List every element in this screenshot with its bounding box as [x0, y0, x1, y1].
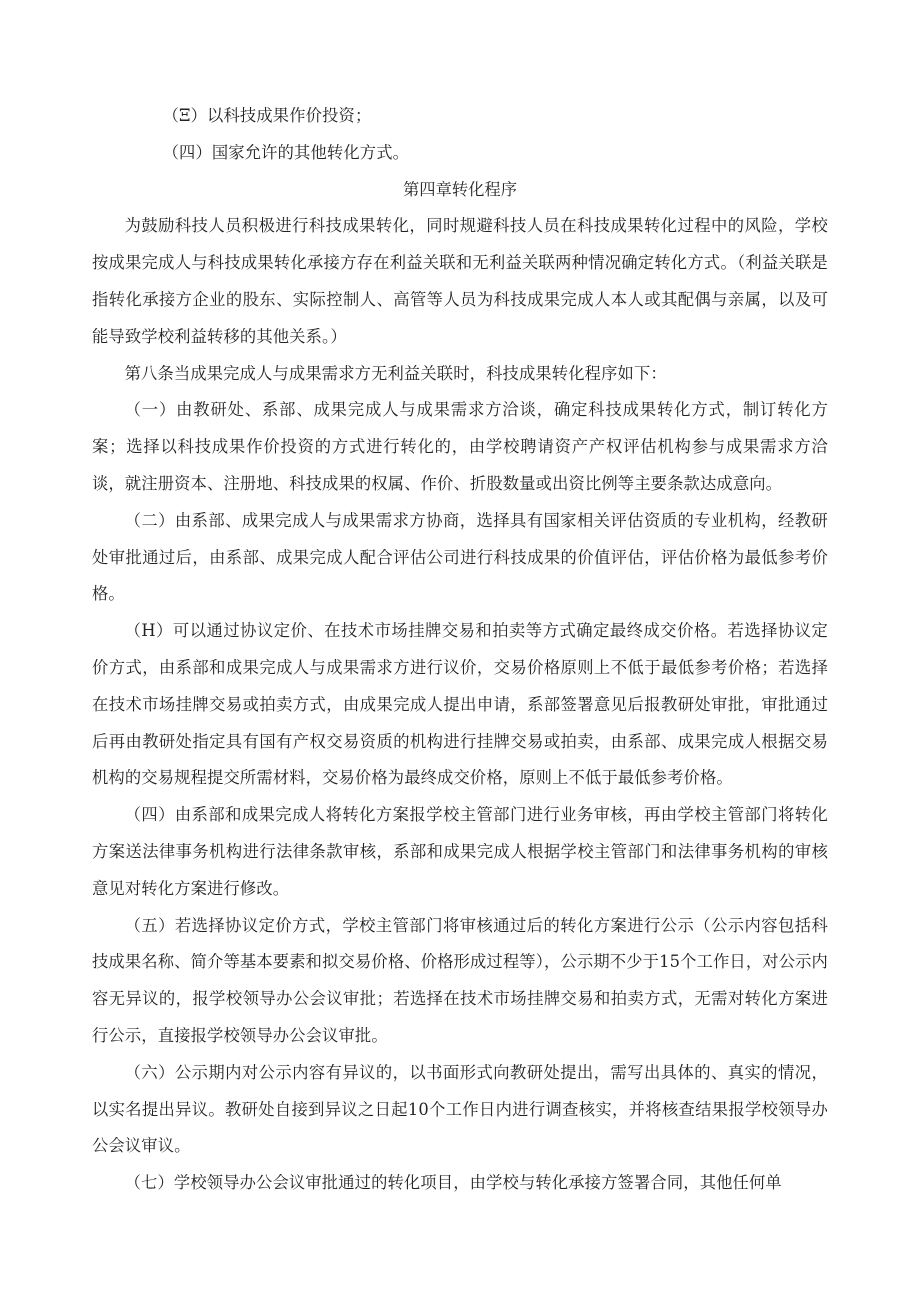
step-five: （五）若选择协议定价方式，学校主管部门将审核通过后的转化方案进行公示（公示内容包括科技成果名称、简介等基本要素和拟交易价格、价格形成过程等），公示期不少于15个工作日，对公示内容无异议的，报学校领导办公会议审批；若选择在技术市场挂牌交易和拍卖方式，无需对转化方案进行公示，直接报学校领导办公会议审批。: [92, 915, 828, 1045]
paragraph-item-3: （Ξ）以科技成果作价投资；: [162, 106, 372, 125]
step-seven: （七）学校领导办公会议审批通过的转化项目，由学校与转化承接方签署合同，其他任何单: [124, 1173, 782, 1193]
step-six: （六）公示期内对公示内容有异议的，以书面形式向教研处提出，需写出具体的、真实的情况，以实名提出异议。教研处自接到异议之日起10个工作日内进行调查核实，并将核查结果报学校领导办公会议审议。: [92, 1062, 828, 1156]
step-one: （一）由教研处、系部、成果完成人与成果需求方洽谈，确定科技成果转化方式，制订转化方案；选择以科技成果作价投资的方式进行转化的，由学校聘请资产产权评估机构参与成果需求方洽谈，就注册资本、注册地、科技成果的权属、作价、折股数量或出资比例等主要条款达成意向。: [92, 400, 828, 493]
step-two: （二）由系部、成果完成人与成果需求方协商，选择具有国家相关评估资质的专业机构，经教研处审批通过后，由系部、成果完成人配合评估公司进行科技成果的价值评估，评估价格为最低参考价格。: [92, 510, 828, 604]
article-eight: 第八条当成果完成人与成果需求方无利益关联时，科技成果转化程序如下：: [124, 363, 667, 383]
step-four: （四）由系部和成果完成人将转化方案报学校主管部门进行业务审核，再由学校主管部门将转化方案送法律事务机构进行法律条款审核，系部和成果完成人根据学校主管部门和法律事务机构的审核意见对转化方案进行修改。: [92, 805, 828, 898]
chapter-title: 第四章转化程序: [403, 179, 517, 199]
step-three: （H）可以通过协议定价、在技术市场挂牌交易和拍卖等方式确定最终成交价格。若选择协议定价方式，由系部和成果完成人与成果需求方进行议价，交易价格原则上不低于最低参考价格；若选择在技术市场挂牌交易或拍卖方式，由成果完成人提出申请，系部签署意见后报教研处审批，审批通过后再由教研处指定具有国有产权交易资质的机构进行挂牌交易或拍卖，由系部、成果完成人根据交易机构的交易规程提交所需材料，交易价格为最终成交价格，原则上不低于最低参考价格。: [92, 621, 828, 788]
paragraph-intro: 为鼓励科技人员积极进行科技成果转化，同时规避科技人员在科技成果转化过程中的风险，学校按成果完成人与科技成果转化承接方存在利益关联和无利益关联两种情况确定转化方式。（利益关联是指转化承接方企业的股东、实际控制人、高管等人员为科技成果完成人本人或其配偶与亲属，以及可能导致学校利益转移的其他关系。）: [92, 216, 828, 346]
paragraph-item-4: （四）国家允许的其他转化方式。: [162, 142, 410, 162]
